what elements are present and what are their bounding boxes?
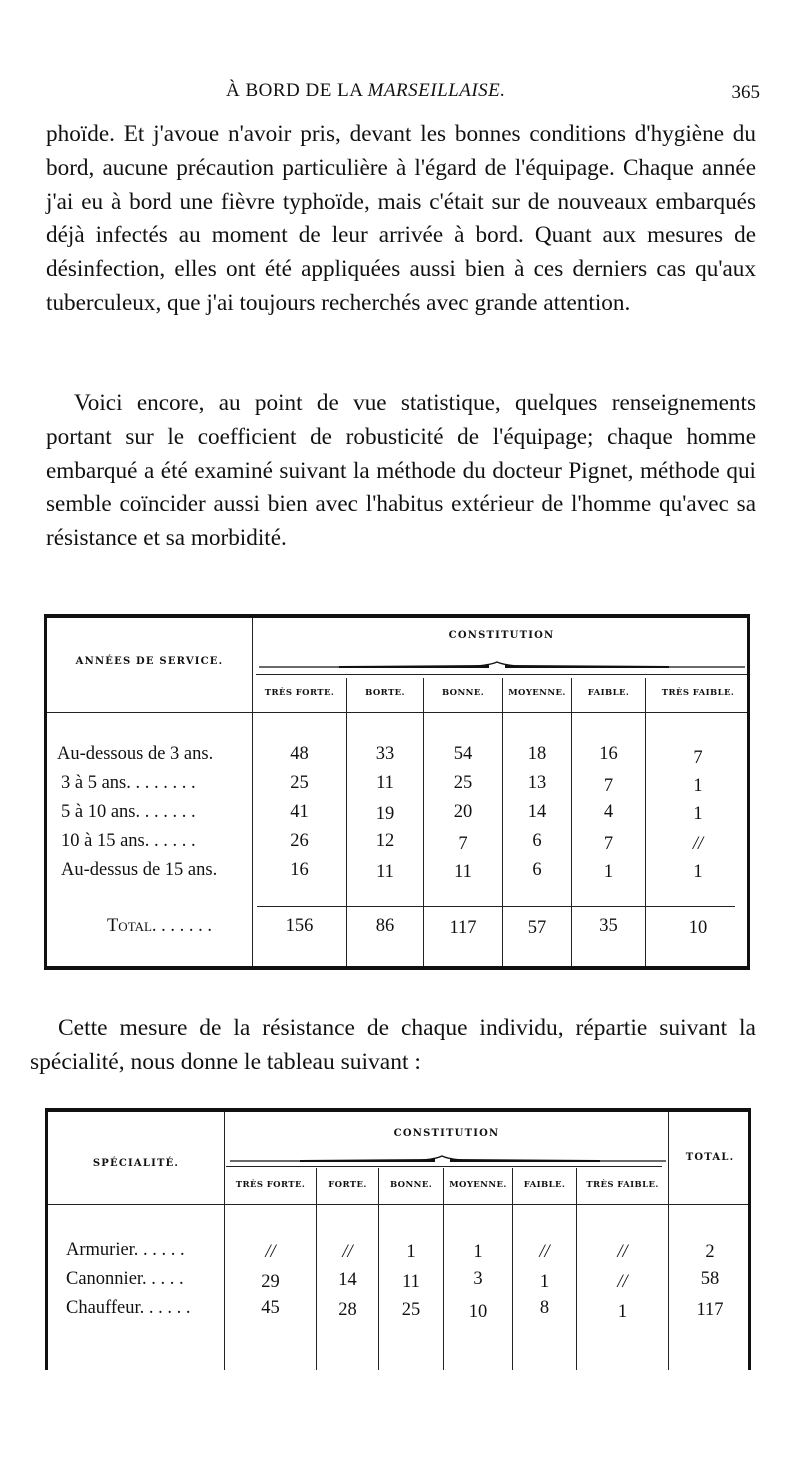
table2-cell: 45 bbox=[261, 1298, 280, 1318]
table1-row-label: Au-dessus de 15 ans. bbox=[61, 860, 218, 880]
table1-cell: 1 bbox=[603, 862, 614, 882]
table1-cell: 13 bbox=[527, 773, 547, 793]
table1-col-header: BORTE. bbox=[365, 688, 405, 698]
table2-cell: 25 bbox=[401, 1300, 421, 1320]
table2-row-label: Armurier. . . . . . bbox=[66, 1240, 185, 1260]
table1-rule bbox=[257, 906, 735, 907]
table1-cell: 18 bbox=[527, 744, 547, 764]
table1-row-label: 3 à 5 ans. . . . . . . . bbox=[61, 773, 196, 793]
table1-row-label: 5 à 10 ans. . . . . . . bbox=[61, 802, 196, 822]
table1-col-header: BONNE. bbox=[441, 688, 485, 698]
table-years-of-service bbox=[44, 614, 750, 970]
table1-row-label: 10 à 15 ans. . . . . . bbox=[61, 831, 196, 851]
table1-cell: 16 bbox=[599, 744, 618, 764]
table2-divider bbox=[224, 1112, 225, 1370]
table2-col-header: BONNE. bbox=[389, 1180, 433, 1190]
table1-cell: 19 bbox=[375, 804, 395, 824]
table1-rule bbox=[47, 712, 747, 713]
table2-cell: 10 bbox=[468, 1302, 488, 1322]
table2-total-cell: 58 bbox=[700, 1269, 720, 1289]
table1-cell: 4 bbox=[603, 802, 614, 822]
table1-row-header: ANNÉES DE SERVICE. bbox=[75, 656, 224, 667]
paragraph-3: Cette mesure de la résistance de chaque individu, répartie suivant la spécialité, nous donne le tableau suivant : bbox=[30, 1015, 756, 1075]
table1-cell: 11 bbox=[454, 862, 472, 882]
table2-brace bbox=[230, 1154, 666, 1168]
table2-col-header: MOYENNE. bbox=[449, 1180, 507, 1190]
table1-total-cell: 57 bbox=[527, 918, 547, 938]
table1-cell: 7 bbox=[693, 748, 703, 768]
table-speciality bbox=[45, 1108, 751, 1370]
table1-total-cell: 35 bbox=[599, 916, 618, 936]
table1-cell: 6 bbox=[532, 860, 542, 880]
table2-divider bbox=[668, 1112, 669, 1370]
table2-cell: // bbox=[265, 1242, 276, 1262]
table1-cell: 1 bbox=[693, 804, 703, 824]
table1-cell: 20 bbox=[453, 802, 473, 822]
table2-col-header: FAIBLE. bbox=[523, 1180, 566, 1190]
table2-divider bbox=[378, 1168, 379, 1370]
table1-group-header: CONSTITUTION bbox=[448, 630, 555, 641]
table2-total-cell: 2 bbox=[705, 1242, 715, 1262]
table1-cell: 16 bbox=[290, 860, 309, 880]
table1-cell: 11 bbox=[376, 773, 394, 793]
running-title-italic: MARSEILLAISE. bbox=[367, 80, 506, 101]
table2-cell: 3 bbox=[473, 1269, 483, 1289]
table2-row-header: SPÉCIALITÉ. bbox=[92, 1158, 180, 1169]
table2-cell: 1 bbox=[617, 1302, 628, 1322]
table1-cell: 12 bbox=[375, 831, 395, 851]
page-number: 365 bbox=[731, 82, 760, 103]
table2-total-cell: 117 bbox=[696, 1300, 724, 1320]
running-title: À BORD DE LA MARSEILLAISE. bbox=[226, 80, 506, 101]
table2-cell: 8 bbox=[539, 1298, 550, 1318]
table2-col-header: FORTE. bbox=[328, 1180, 367, 1190]
table1-total-cell: 117 bbox=[449, 918, 477, 938]
table2-col-header: TRÈS FORTE. bbox=[235, 1180, 306, 1190]
table2-cell: 29 bbox=[261, 1272, 280, 1292]
paragraph-2: Voici encore, au point de vue statistique, quelques renseignements portant sur le coefficient de robusticité de l'équipage; chaque homme embarqué a été examiné suivant la méthode du docteur Pignet, méthode qui semble coïncider aussi bien avec l'habitus extérieur de l'homme qu'avec sa résistance et sa morbidité. bbox=[46, 390, 756, 552]
table2-divider bbox=[576, 1168, 577, 1370]
table2-cell: 1 bbox=[473, 1242, 483, 1262]
table1-col-header: TRÈS FAIBLE. bbox=[661, 688, 735, 698]
table1-cell: // bbox=[692, 834, 704, 854]
table1-cell: 25 bbox=[453, 773, 473, 793]
table2-divider bbox=[316, 1168, 317, 1370]
table1-total-cell: 10 bbox=[688, 918, 708, 938]
table1-total-cell: 156 bbox=[285, 916, 314, 936]
table2-divider bbox=[512, 1168, 513, 1370]
table1-col-header: TRÈS FORTE. bbox=[264, 688, 335, 698]
table1-cell: 7 bbox=[603, 834, 614, 854]
table2-cell: // bbox=[617, 1272, 628, 1292]
table1-rule bbox=[256, 674, 747, 675]
table2-cell: // bbox=[539, 1242, 550, 1262]
paragraph-1: phoïde. Et j'avoue n'avoir pris, devant les bonnes conditions d'hygiène du bord, aucune précaution particulière à l'égard de l'équipage. Chaque année j'ai eu à bord une fièvre typhoïde, mais c'était sur de nouveaux embarqués déjà infectés au moment de leur arrivée à bord. Quant aux mesures de désinfection, elles ont été appliquées aussi bien à ces derniers cas qu'aux tuberculeux, que j'ai toujours recherchés avec grande attention. bbox=[46, 121, 756, 316]
table1-cell: 11 bbox=[376, 862, 394, 882]
table2-cell: 14 bbox=[338, 1270, 357, 1290]
table1-cell: 41 bbox=[290, 802, 309, 822]
table1-total-cell: 86 bbox=[375, 916, 395, 936]
table1-cell: 1 bbox=[693, 776, 703, 796]
table1-cell: 26 bbox=[290, 831, 309, 851]
table1-col-header: FAIBLE. bbox=[587, 688, 630, 698]
table2-cell: 1 bbox=[539, 1272, 550, 1292]
table1-row-label: Au-dessous de 3 ans. bbox=[57, 744, 214, 764]
table1-cell: 25 bbox=[290, 773, 309, 793]
table2-rule bbox=[48, 1204, 748, 1205]
table2-total-header: TOTAL. bbox=[685, 1152, 735, 1163]
table2-cell: 11 bbox=[402, 1272, 420, 1292]
table1-brace bbox=[259, 660, 745, 674]
table1-cell: 54 bbox=[453, 744, 473, 764]
table2-cell: 1 bbox=[406, 1242, 416, 1262]
table2-row-label: Chauffeur. . . . . . bbox=[66, 1298, 191, 1318]
table2-group-header: CONSTITUTION bbox=[393, 1128, 500, 1139]
table1-total-label: Total. . . . . . . bbox=[107, 916, 213, 936]
table2-col-header: TRÈS FAIBLE. bbox=[586, 1180, 659, 1190]
table1-cell: 7 bbox=[603, 776, 614, 796]
table1-cell: 1 bbox=[693, 862, 703, 882]
table1-cell: 48 bbox=[290, 744, 309, 764]
table1-cell: 6 bbox=[532, 831, 542, 851]
running-header bbox=[0, 80, 800, 110]
table1-cell: 33 bbox=[375, 744, 395, 764]
table1-cell: 14 bbox=[527, 802, 547, 822]
table1-cell: 7 bbox=[458, 834, 468, 854]
table2-cell: // bbox=[342, 1242, 353, 1262]
table2-cell: 28 bbox=[338, 1300, 357, 1320]
table2-cell: // bbox=[617, 1242, 628, 1262]
table1-col-header: MOYENNE. bbox=[508, 688, 566, 698]
table2-row-label: Canonnier. . . . . bbox=[66, 1269, 184, 1289]
